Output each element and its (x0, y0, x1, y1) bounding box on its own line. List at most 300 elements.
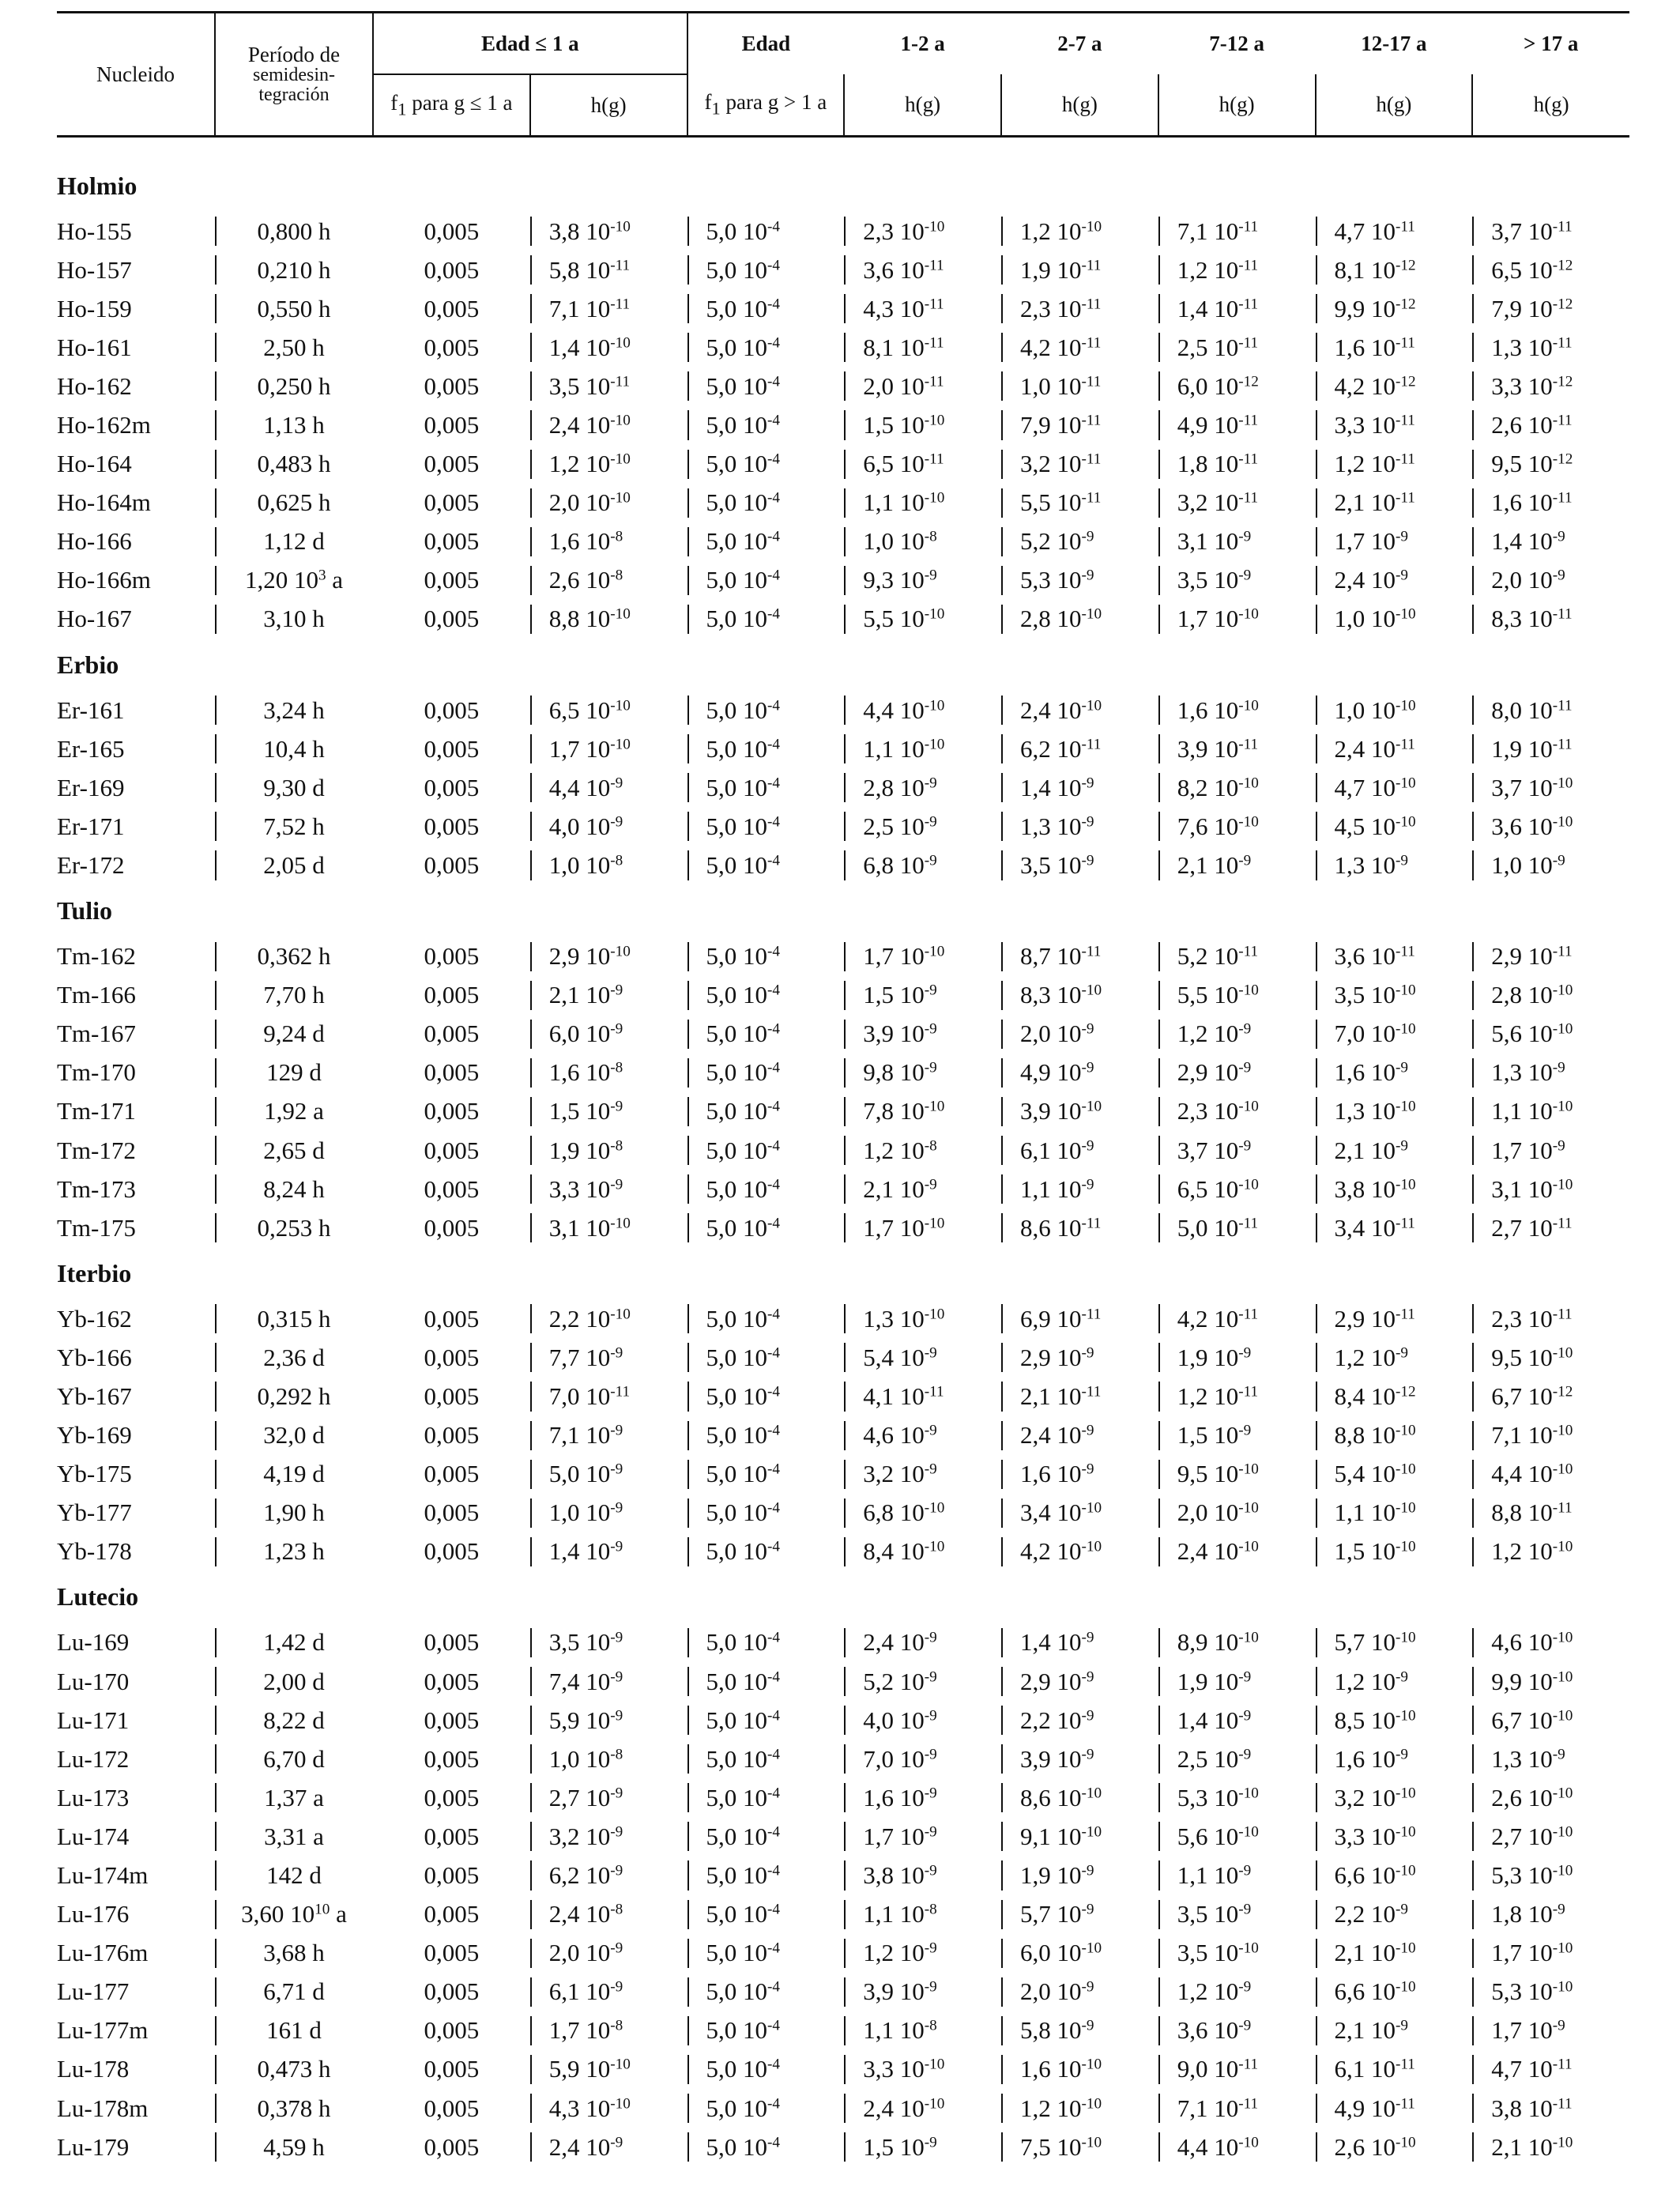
hg-7-12-cell (1158, 289, 1316, 328)
hg-mantissa: 2,8 10 (1491, 981, 1553, 1009)
hg-exponent: -10 (924, 412, 945, 429)
nuclide-cell: Lu-177m (57, 2016, 149, 2045)
half-life-value: 0,473 h (257, 2055, 331, 2083)
hg-exponent: -9 (924, 1059, 937, 1076)
hg-mantissa: 1,1 10 (1334, 1498, 1396, 1527)
hg-mantissa: 1,2 10 (1020, 217, 1082, 245)
hg-exponent: -10 (1238, 1176, 1259, 1193)
hg-mantissa: 6,2 10 (1020, 734, 1082, 763)
hg-exponent: -11 (1081, 489, 1102, 507)
header-spacer (57, 137, 1629, 160)
hg-exponent: -12 (1396, 1383, 1416, 1400)
half-life-cell (215, 1895, 373, 1934)
half-life-cell (215, 561, 373, 600)
hg-exponent: -10 (924, 1538, 945, 1555)
hg-exponent: -9 (1396, 1668, 1409, 1685)
f1-mantissa: 5,0 10 (706, 1343, 768, 1371)
hg-mantissa: 5,3 10 (1177, 1783, 1239, 1811)
f1-exponent: -4 (767, 813, 781, 831)
f1-exponent: -4 (767, 1746, 781, 1763)
hg-exponent: -12 (1238, 373, 1259, 390)
f1-exponent: -4 (767, 2056, 781, 2073)
hg-mantissa: 1,2 10 (1177, 1382, 1239, 1410)
f1-mantissa: 5,0 10 (706, 1628, 768, 1657)
f1-exponent: -4 (767, 1785, 781, 1802)
half-life-value: 32,0 d (263, 1421, 325, 1449)
hg-mantissa: 1,4 10 (1020, 1628, 1082, 1657)
hg-exponent: -9 (924, 1629, 937, 1646)
hg-exponent: -9 (1081, 1978, 1094, 1996)
hg-exponent: -10 (610, 2095, 631, 2113)
hg-infant-cell (530, 1856, 687, 1894)
f1-exponent: -4 (767, 489, 781, 507)
hg-7-12-cell (1158, 729, 1316, 768)
hg-mantissa: 2,1 10 (1334, 488, 1396, 517)
hg-mantissa: 2,1 10 (1020, 1382, 1082, 1410)
hg-mantissa: 3,5 10 (1177, 566, 1239, 594)
hg-7-12-cell (1158, 1416, 1316, 1455)
element-group-name: Erbio (57, 650, 119, 679)
hg-mantissa: 2,9 10 (1177, 1058, 1239, 1087)
hg-2-7-cell (1001, 1170, 1158, 1208)
hg-infant-cell (530, 1015, 687, 1054)
hg-mantissa: 5,7 10 (1334, 1628, 1396, 1657)
hg-12-17-cell (1316, 484, 1473, 522)
f1-exponent: -4 (767, 943, 781, 960)
hg-exponent: -9 (924, 1020, 937, 1038)
hg-exponent: -9 (1081, 2017, 1094, 2034)
hg-mantissa: 2,3 10 (863, 217, 925, 245)
hg-exponent: -9 (924, 1862, 937, 1879)
hg-exponent: -11 (1238, 489, 1259, 507)
hg-2-7-cell (1001, 445, 1158, 484)
hg-12-17-cell (1316, 367, 1473, 405)
hg-1-2-cell (844, 1338, 1001, 1377)
hg-mantissa: 3,7 10 (1491, 773, 1553, 801)
half-life-cell (215, 768, 373, 807)
hg-12-17-cell (1316, 1623, 1473, 1662)
hg-mantissa: 3,2 10 (1177, 488, 1239, 517)
hg-exponent: -9 (924, 813, 937, 831)
hg-1-2-cell (844, 2011, 1001, 2050)
hg-exponent: -9 (1081, 813, 1094, 831)
hg-7-12-cell (1158, 522, 1316, 561)
hg-2-7-cell (1001, 2128, 1158, 2166)
hg-1-2-cell (844, 1377, 1001, 1416)
hg-mantissa: 6,7 10 (1491, 1706, 1553, 1734)
hg-2-7-cell (1001, 484, 1158, 522)
table-row (57, 768, 1629, 807)
hg-exponent: -12 (1396, 257, 1416, 274)
f1-child-cell (687, 1131, 845, 1170)
table-row (57, 976, 1629, 1015)
hg-exponent: -9 (924, 2134, 937, 2151)
f1-child-cell (687, 561, 845, 600)
f1-mantissa: 5,0 10 (706, 371, 768, 400)
hg-mantissa: 4,6 10 (1491, 1628, 1553, 1657)
hg-exponent: -10 (1238, 813, 1259, 831)
hg-12-17-cell (1316, 1338, 1473, 1377)
hg-exponent: -11 (1081, 257, 1102, 274)
f1-exponent: -4 (767, 1306, 781, 1323)
hg-mantissa: 6,9 10 (1020, 1304, 1082, 1333)
f1-infant-cell: 0,005 (424, 217, 480, 245)
hg-mantissa: 1,0 10 (548, 1744, 611, 1773)
hg-exponent: -10 (610, 412, 631, 429)
hg-7-12-cell (1158, 1856, 1316, 1894)
hg-7-12-cell (1158, 1015, 1316, 1054)
f1-mantissa: 5,0 10 (706, 1136, 768, 1164)
f1-exponent: -4 (767, 373, 781, 390)
hg-infant-cell (530, 1532, 687, 1571)
hg-exponent: -11 (1081, 736, 1102, 753)
hg-exponent: -9 (610, 775, 623, 792)
header-periodo-line-1: Período de (247, 42, 341, 66)
hg-2-7-cell (1001, 522, 1158, 561)
half-life-value: 2,65 d (263, 1136, 325, 1164)
half-life-cell (215, 445, 373, 484)
hg-gt17-cell (1472, 1856, 1629, 1894)
table-row (57, 729, 1629, 768)
hg-mantissa: 3,9 10 (1020, 1744, 1082, 1773)
f1-exponent: -4 (767, 296, 781, 313)
table-row (57, 561, 1629, 600)
hg-exponent: -10 (610, 334, 631, 352)
hg-exponent: -9 (1396, 1137, 1409, 1154)
hg-mantissa: 5,3 10 (1491, 1861, 1553, 1890)
hg-mantissa: 1,0 10 (1334, 605, 1396, 633)
hg-exponent: -11 (1396, 2095, 1415, 2113)
half-life-value: 8,22 d (263, 1706, 325, 1734)
hg-exponent: -9 (1081, 852, 1094, 869)
element-group-row (57, 885, 1629, 937)
hg-12-17-cell (1316, 1662, 1473, 1701)
hg-2-7-cell (1001, 1701, 1158, 1740)
hg-mantissa: 2,4 10 (1020, 696, 1082, 724)
f1-mantissa: 5,0 10 (706, 2132, 768, 2161)
half-life-cell (215, 522, 373, 561)
hg-mantissa: 3,1 10 (548, 1213, 611, 1242)
f1-infant-cell: 0,005 (424, 333, 480, 361)
hg-mantissa: 9,8 10 (863, 1058, 925, 1087)
hg-gt17-cell (1472, 1778, 1629, 1817)
hg-12-17-cell (1316, 445, 1473, 484)
hg-exponent: -9 (1238, 1978, 1252, 1996)
hg-mantissa: 2,4 10 (1177, 1537, 1239, 1566)
hg-12-17-cell (1316, 522, 1473, 561)
hg-2-7-cell (1001, 1054, 1158, 1092)
hg-mantissa: 7,5 10 (1020, 2132, 1082, 2161)
hg-mantissa: 2,8 10 (1020, 605, 1082, 633)
hg-mantissa: 5,9 10 (548, 1706, 611, 1734)
half-life-value: 3,24 h (263, 696, 325, 724)
f1-child-cell (687, 729, 845, 768)
hg-mantissa: 4,3 10 (863, 294, 925, 322)
hg-exponent: -9 (1552, 1137, 1565, 1154)
hg-7-12-cell (1158, 1494, 1316, 1532)
hg-exponent: -9 (924, 1344, 937, 1362)
nuclide-cell: Lu-176 (57, 1900, 130, 1928)
hg-mantissa: 5,0 10 (1177, 1213, 1239, 1242)
hg-mantissa: 3,5 10 (548, 1628, 611, 1657)
hg-mantissa: 6,2 10 (548, 1861, 611, 1890)
hg-mantissa: 2,9 10 (1491, 942, 1553, 971)
hg-mantissa: 4,1 10 (863, 1382, 925, 1410)
hg-mantissa: 3,3 10 (1334, 411, 1396, 439)
hg-exponent: -10 (1396, 1978, 1416, 1996)
hg-infant-cell (530, 251, 687, 289)
hg-mantissa: 1,6 10 (1334, 1744, 1396, 1773)
hg-mantissa: 5,4 10 (1334, 1460, 1396, 1488)
hg-exponent: -10 (1396, 605, 1416, 623)
hg-mantissa: 2,6 10 (548, 566, 611, 594)
hg-exponent: -8 (610, 1901, 623, 1918)
f1-infant-cell: 0,005 (424, 1020, 480, 1048)
hg-exponent: -10 (1552, 1020, 1573, 1038)
hg-mantissa: 2,4 10 (548, 411, 611, 439)
half-life-cell (215, 1817, 373, 1856)
hg-mantissa: 2,6 10 (1334, 2132, 1396, 2161)
hg-mantissa: 7,1 10 (1177, 217, 1239, 245)
f1-infant-cell: 0,005 (424, 1977, 480, 2006)
hg-mantissa: 5,8 10 (548, 255, 611, 284)
hg-2-7-cell (1001, 807, 1158, 846)
header-h-g-1-2: h(g) (844, 74, 1001, 137)
hg-mantissa: 2,7 10 (1491, 1822, 1553, 1850)
half-life-cell (215, 1934, 373, 1973)
f1-mantissa: 5,0 10 (706, 812, 768, 840)
table-row (57, 1377, 1629, 1416)
hg-infant-cell (530, 1494, 687, 1532)
half-life-cell (215, 1494, 373, 1532)
nuclide-cell: Yb-175 (57, 1460, 132, 1488)
table-row (57, 1973, 1629, 2011)
hg-exponent: -8 (610, 1746, 623, 1763)
hg-12-17-cell (1316, 2050, 1473, 2089)
hg-exponent: -9 (1552, 1746, 1565, 1763)
f1-infant-cell: 0,005 (424, 1822, 480, 1850)
hg-2-7-cell (1001, 1416, 1158, 1455)
hg-exponent: -10 (610, 605, 631, 623)
hg-exponent: -12 (1552, 1383, 1573, 1400)
f1-infant-cell: 0,005 (424, 2016, 480, 2045)
f1-mantissa: 5,0 10 (706, 1977, 768, 2006)
f1-exponent: -4 (767, 736, 781, 753)
hg-mantissa: 5,2 10 (1177, 942, 1239, 971)
table-row (57, 1701, 1629, 1740)
hg-mantissa: 8,4 10 (1334, 1382, 1396, 1410)
table-row (57, 1170, 1629, 1208)
half-life-cell (215, 1377, 373, 1416)
f1-exponent: -4 (767, 1020, 781, 1038)
hg-1-2-cell (844, 1092, 1001, 1131)
f1-child-cell (687, 1299, 845, 1338)
header-h-g-infant: h(g) (530, 74, 687, 137)
nuclide-cell: Lu-178 (57, 2055, 130, 2083)
hg-infant-cell (530, 484, 687, 522)
hg-exponent: -10 (1396, 1422, 1416, 1439)
f1-child-cell (687, 1208, 845, 1247)
hg-1-2-cell (844, 846, 1001, 884)
hg-12-17-cell (1316, 600, 1473, 639)
hg-2-7-cell (1001, 1208, 1158, 1247)
hg-infant-cell (530, 1455, 687, 1494)
hg-mantissa: 1,2 10 (1334, 450, 1396, 478)
nuclide-cell: Lu-172 (57, 1744, 130, 1773)
half-life-value: 0,550 h (257, 294, 331, 322)
hg-mantissa: 7,0 10 (548, 1382, 611, 1410)
nuclide-cell: Ho-164 (57, 450, 132, 478)
hg-mantissa: 1,3 10 (1491, 333, 1553, 361)
table-row (57, 1662, 1629, 1701)
hg-gt17-cell (1472, 212, 1629, 251)
hg-2-7-cell (1001, 212, 1158, 251)
f1-child-cell (687, 1973, 845, 2011)
hg-mantissa: 7,8 10 (863, 1097, 925, 1125)
hg-exponent: -11 (1238, 412, 1259, 429)
nuclide-cell: Lu-174m (57, 1861, 149, 1890)
hg-mantissa: 3,9 10 (863, 1977, 925, 2006)
hg-mantissa: 5,5 10 (1020, 488, 1082, 517)
hg-exponent: -9 (1238, 1344, 1252, 1362)
hg-mantissa: 5,4 10 (863, 1343, 925, 1371)
header-age-1-2: 1-2 a (844, 13, 1001, 75)
hg-exponent: -10 (1238, 605, 1259, 623)
hg-1-2-cell (844, 405, 1001, 444)
table-row (57, 212, 1629, 251)
f1-child-cell (687, 1416, 845, 1455)
hg-exponent: -9 (1238, 1862, 1252, 1879)
hg-infant-cell (530, 1416, 687, 1455)
hg-exponent: -9 (1396, 528, 1409, 545)
hg-exponent: -10 (1552, 775, 1573, 792)
table-row (57, 2050, 1629, 2089)
hg-exponent: -10 (1238, 1823, 1259, 1841)
half-life-value: 0,483 h (257, 450, 331, 478)
hg-2-7-cell (1001, 729, 1158, 768)
hg-exponent: -10 (1238, 1098, 1259, 1115)
f1-exponent: -4 (767, 1137, 781, 1154)
half-life-value: 0,625 h (257, 488, 331, 517)
nuclide-cell: Er-161 (57, 696, 125, 724)
hg-mantissa: 1,2 10 (1177, 255, 1239, 284)
hg-7-12-cell (1158, 1054, 1316, 1092)
hg-exponent: -10 (1396, 1823, 1416, 1841)
hg-mantissa: 6,0 10 (548, 1020, 611, 1048)
table-row (57, 1338, 1629, 1377)
hg-exponent: -10 (1238, 697, 1259, 714)
hg-1-2-cell (844, 1170, 1001, 1208)
hg-exponent: -11 (1238, 736, 1259, 753)
f1-infant-cell: 0,005 (424, 942, 480, 971)
hg-mantissa: 5,5 10 (863, 605, 925, 633)
table-row (57, 1092, 1629, 1131)
nuclide-cell: Tm-170 (57, 1058, 136, 1087)
hg-mantissa: 2,2 10 (548, 1304, 611, 1333)
hg-2-7-cell (1001, 1092, 1158, 1131)
hg-gt17-cell (1472, 484, 1629, 522)
dose-coefficient-table (57, 11, 1629, 2166)
hg-7-12-cell (1158, 1740, 1316, 1778)
hg-exponent: -11 (1396, 489, 1415, 507)
f1-mantissa: 5,0 10 (706, 1460, 768, 1488)
table-row (57, 807, 1629, 846)
hg-mantissa: 2,1 10 (1177, 850, 1239, 879)
hg-mantissa: 3,8 10 (1491, 2094, 1553, 2122)
hg-exponent: -8 (924, 1901, 937, 1918)
hg-exponent: -9 (1081, 1862, 1094, 1879)
f1-child-cell (687, 1338, 845, 1377)
hg-7-12-cell (1158, 405, 1316, 444)
hg-12-17-cell (1316, 691, 1473, 729)
hg-mantissa: 7,6 10 (1177, 812, 1239, 840)
half-life-value: 0,292 h (257, 1382, 331, 1410)
hg-exponent: -9 (610, 2134, 623, 2151)
hg-exponent: -9 (1081, 775, 1094, 792)
f1-exponent: -4 (767, 567, 781, 584)
half-life-cell (215, 328, 373, 367)
hg-exponent: -12 (1552, 373, 1573, 390)
hg-mantissa: 2,1 10 (1334, 2016, 1396, 2045)
hg-exponent: -10 (1552, 2134, 1573, 2151)
hg-exponent: -9 (1081, 528, 1094, 545)
f1-mantissa: 5,0 10 (706, 294, 768, 322)
hg-exponent: -11 (1081, 296, 1102, 313)
f1-exponent: -4 (767, 1538, 781, 1555)
hg-exponent: -10 (1552, 1538, 1573, 1555)
hg-mantissa: 3,4 10 (1334, 1213, 1396, 1242)
nuclide-cell: Lu-169 (57, 1628, 130, 1657)
half-life-cell (215, 1170, 373, 1208)
hg-exponent: -11 (1552, 1499, 1573, 1517)
hg-mantissa: 1,6 10 (863, 1783, 925, 1811)
f1-child-cell (687, 1817, 845, 1856)
hg-mantissa: 4,3 10 (548, 2094, 611, 2122)
table-row (57, 251, 1629, 289)
hg-1-2-cell (844, 1015, 1001, 1054)
hg-7-12-cell (1158, 846, 1316, 884)
hg-exponent: -9 (1081, 1707, 1094, 1725)
hg-exponent: -11 (1081, 334, 1102, 352)
hg-exponent: -10 (1396, 1940, 1416, 1957)
hg-mantissa: 1,7 10 (1491, 2016, 1553, 2045)
f1-mantissa: 5,0 10 (706, 1498, 768, 1527)
f1-infant-cell: 0,005 (424, 255, 480, 284)
hg-mantissa: 1,8 10 (1177, 450, 1239, 478)
hg-exponent: -10 (924, 605, 945, 623)
hg-7-12-cell (1158, 1455, 1316, 1494)
half-life-cell (215, 846, 373, 884)
hg-mantissa: 3,8 10 (863, 1861, 925, 1890)
f1-infant-cell: 0,005 (424, 2055, 480, 2083)
hg-mantissa: 1,2 10 (1177, 1977, 1239, 2006)
f1-child-cell (687, 1740, 845, 1778)
hg-exponent: -10 (1081, 217, 1102, 235)
hg-mantissa: 1,7 10 (548, 734, 611, 763)
hg-exponent: -11 (1552, 1306, 1573, 1323)
hg-mantissa: 1,5 10 (1177, 1421, 1239, 1449)
hg-exponent: -10 (1552, 1707, 1573, 1725)
hg-exponent: -11 (610, 296, 631, 313)
hg-1-2-cell (844, 1208, 1001, 1247)
f1-exponent: -4 (767, 775, 781, 792)
hg-mantissa: 1,0 10 (548, 850, 611, 879)
half-life-value: 3,68 h (263, 1939, 325, 1967)
hg-infant-cell (530, 328, 687, 367)
hg-mantissa: 2,6 10 (1491, 411, 1553, 439)
hg-exponent: -10 (610, 450, 631, 468)
hg-7-12-cell (1158, 1377, 1316, 1416)
